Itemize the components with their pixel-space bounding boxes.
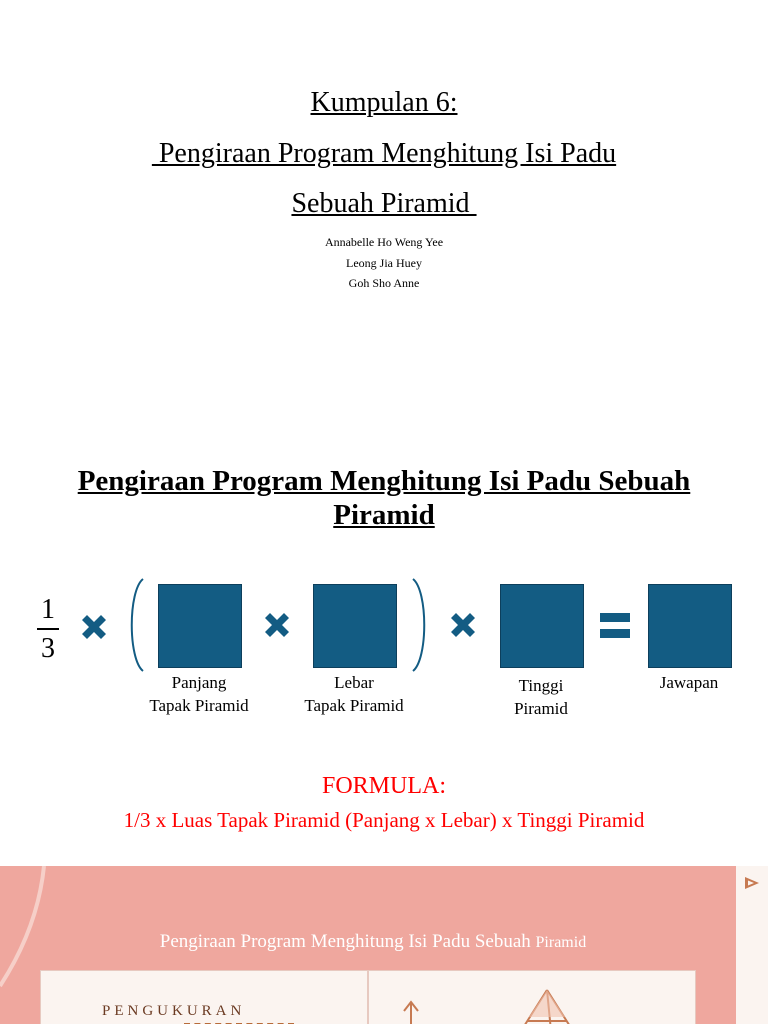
slide3 xyxy=(0,866,768,1024)
author-2: Leong Jia Huey xyxy=(346,256,422,270)
tinggi-label: Tinggi Piramid xyxy=(514,676,568,718)
author-3: Goh Sho Anne xyxy=(348,276,420,290)
play-icon[interactable] xyxy=(742,875,762,891)
author-1: Annabelle Ho Weng Yee xyxy=(324,235,444,249)
lebar-label: Lebar Tapak Piramid xyxy=(304,673,404,715)
slide3-title-main: Pengiraan Program Menghitung Isi Padu Sebuah xyxy=(159,931,531,952)
panjang-square xyxy=(158,584,242,668)
panjang-label: Panjang Tapak Piramid xyxy=(149,673,249,715)
slide2-title: Pengiraan Program Menghitung Isi Padu Sebuah Piramid xyxy=(77,465,691,531)
jawapan-label: Jawapan xyxy=(659,673,719,692)
measurement-panel xyxy=(40,970,368,1024)
fraction-bar xyxy=(37,628,59,630)
formula-heading: FORMULA: xyxy=(321,773,447,799)
left-parenthesis-icon xyxy=(124,577,146,673)
multiply-icon xyxy=(261,609,293,641)
lebar-square xyxy=(313,584,397,668)
slide1-title-line-3: Sebuah Piramid xyxy=(291,188,477,219)
tinggi-square xyxy=(500,584,584,668)
slide1-title-line-2: Pengiraan Program Menghitung Isi Padu xyxy=(151,138,617,169)
slide3-title xyxy=(0,932,746,951)
right-parenthesis-icon xyxy=(410,577,432,673)
fraction-numerator: 1 xyxy=(41,594,55,625)
arrow-up-icon xyxy=(399,999,423,1024)
formula-text: 1/3 x Luas Tapak Piramid (Panjang x Lebar) x Tinggi Piramid xyxy=(123,808,645,832)
pyramid-icon xyxy=(517,987,577,1024)
fraction-denominator: 3 xyxy=(41,633,55,664)
multiply-icon xyxy=(78,611,110,643)
multiply-icon xyxy=(447,609,479,641)
side-toolbar xyxy=(736,866,768,1024)
pengukuran-heading: PENGUKURAN xyxy=(102,1003,246,1019)
slide3-title-small: Piramid xyxy=(535,934,587,951)
jawapan-square xyxy=(648,584,732,668)
slide1-title-line-1: Kumpulan 6: xyxy=(310,87,458,118)
illustration-panel xyxy=(368,970,696,1024)
equals-icon xyxy=(598,610,632,642)
